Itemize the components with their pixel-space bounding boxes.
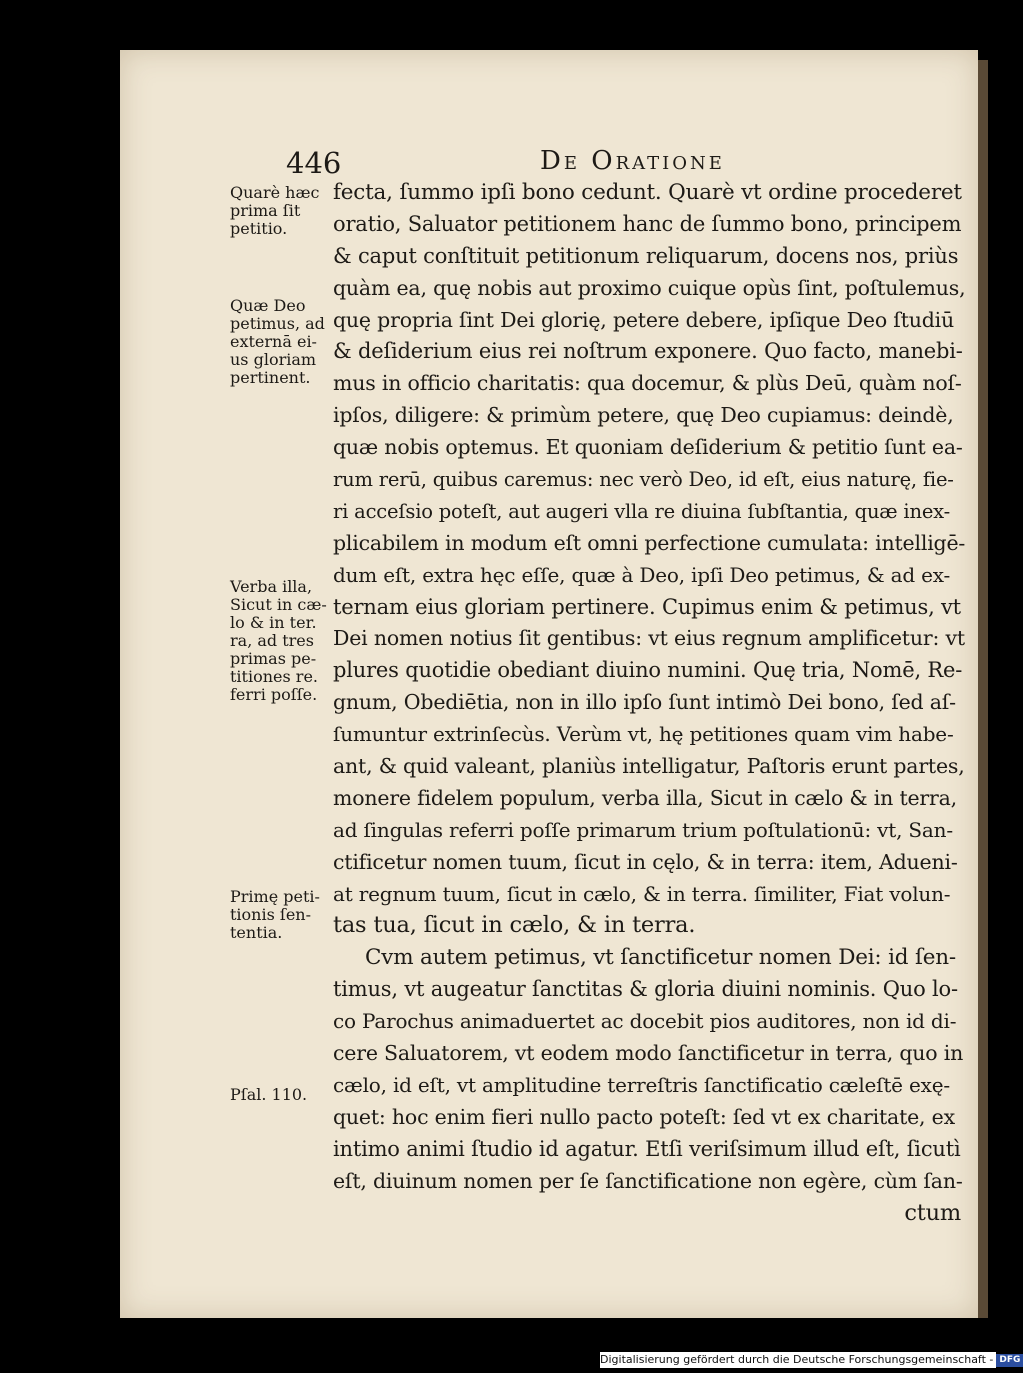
text-line: eſt, diuinum nomen per ſe ſanctificatione non egère, cùm ſan- bbox=[333, 1168, 963, 1193]
marginal-note: Primę peti- tionis ſen- tentia. bbox=[230, 887, 320, 942]
marginal-note: Quæ Deo petimus, ad externā ei- us gloriam pertinent. bbox=[230, 296, 325, 387]
credit-text: Digitalisierung gefördert durch die Deutsche Forschungsgemeinschaft - bbox=[600, 1353, 994, 1366]
dfg-logo: DFG bbox=[996, 1354, 1023, 1367]
text-line: & deſiderium eius rei noſtrum exponere. Quo facto, manebi- bbox=[333, 339, 963, 364]
page-number: 446 bbox=[286, 146, 342, 180]
text-line: ſumuntur extrinſecùs. Verùm vt, hę petitiones quam vim habe- bbox=[333, 722, 954, 747]
text-line: ad ſingulas referri poſſe primarum trium poſtulationū: vt, San- bbox=[333, 817, 953, 842]
text-line: cere Saluatorem, vt eodem modo ſanctificetur in terra, quo in bbox=[333, 1041, 964, 1066]
text-line: ant, & quid valeant, planiùs intelligatur, Paſtoris erunt partes, bbox=[333, 754, 965, 779]
text-line: ternam eius gloriam pertinere. Cupimus enim & petimus, vt bbox=[333, 594, 961, 619]
text-line: plures quotidie obediant diuino numini. Quę tria, Nomē, Re- bbox=[333, 658, 963, 683]
text-line: Dei nomen notius ſit gentibus: vt eius regnum amplificetur: vt bbox=[333, 626, 965, 651]
text-line: & caput conſtituit petitionum reliquarum, docens nos, priùs bbox=[333, 243, 959, 268]
page-edge bbox=[978, 60, 988, 1318]
text-line: ctificetur nomen tuum, ſicut in cęlo, & in terra: item, Adueni- bbox=[333, 849, 958, 874]
text-line: gnum, Obediētia, non in illo ipſo ſunt intimò Dei bono, ſed aſ- bbox=[333, 690, 956, 715]
text-line: rum rerū, quibus caremus: nec verò Deo, id eſt, eius naturę, fie- bbox=[333, 468, 954, 492]
text-line: co Parochus animaduertet ac docebit pios auditores, non id di- bbox=[333, 1009, 957, 1034]
text-line: Cvm autem petimus, vt ſanctificetur nomen Dei: id ſen- bbox=[365, 945, 956, 971]
catchword: ctum bbox=[904, 1199, 961, 1226]
text-line: quàm ea, quę nobis aut proximo cuique opùs ſint, poſtulemus, bbox=[333, 275, 966, 300]
text-line: tas tua, ſicut in cælo, & in terra. bbox=[333, 912, 696, 939]
text-line: at regnum tuum, ſicut in cælo, & in terra. ſimiliter, Fiat volun- bbox=[333, 881, 951, 906]
text-line: mus in officio charitatis: qua docemur, & plùs Deū, quàm noſ- bbox=[333, 371, 962, 396]
text-line: ri acceſsio poteſt, aut augeri vlla re diuina ſubſtantia, quæ inex- bbox=[333, 499, 951, 523]
marginal-note: Pſal. 110. bbox=[230, 1085, 308, 1104]
text-line: quæ nobis optemus. Et quoniam deſiderium & petitio ſunt ea- bbox=[333, 435, 963, 460]
text-line: quet: hoc enim fieri nullo pacto poteſt: ſed vt ex charitate, ex bbox=[333, 1104, 955, 1129]
digitization-credit bbox=[600, 1352, 1021, 1368]
running-title: De Oratione bbox=[540, 146, 725, 176]
text-line: quę propria ſint Dei glorię, petere debere, ipſique Deo ſtudiū bbox=[333, 307, 955, 332]
text-line: monere fidelem populum, verba illa, Sicut in cælo & in terra, bbox=[333, 785, 957, 810]
text-line: plicabilem in modum eſt omni perfectione cumulata: intelligē- bbox=[333, 530, 966, 555]
marginal-note: Quarè hæc prima ſit petitio. bbox=[230, 183, 320, 238]
text-line: ipſos, diligere: & primùm petere, quę Deo cupiamus: deindè, bbox=[333, 403, 954, 428]
text-line: fecta, ſummo ipſi bono cedunt. Quarè vt ordine procederet bbox=[333, 180, 962, 205]
text-line: intimo animi ſtudio id agatur. Etſi veriſsimum illud eſt, ſicutì bbox=[333, 1136, 961, 1161]
marginal-note: Verba illa, Sicut in cæ- lo & in ter. ra, ad tres primas pe- titiones re. ferri poſſe. bbox=[230, 577, 327, 704]
text-line: dum eſt, extra hęc eſſe, quæ à Deo, ipſi Deo petimus, & ad ex- bbox=[333, 562, 951, 587]
text-line: oratio, Saluator petitionem hanc de ſummo bono, principem bbox=[333, 211, 962, 236]
text-line: timus, vt augeatur ſanctitas & gloria diuini nominis. Quo lo- bbox=[333, 977, 958, 1002]
body-text bbox=[333, 177, 965, 1229]
text-line: cælo, id eſt, vt amplitudine terreſtris ſanctificatio cæleſtē exę- bbox=[333, 1072, 950, 1097]
